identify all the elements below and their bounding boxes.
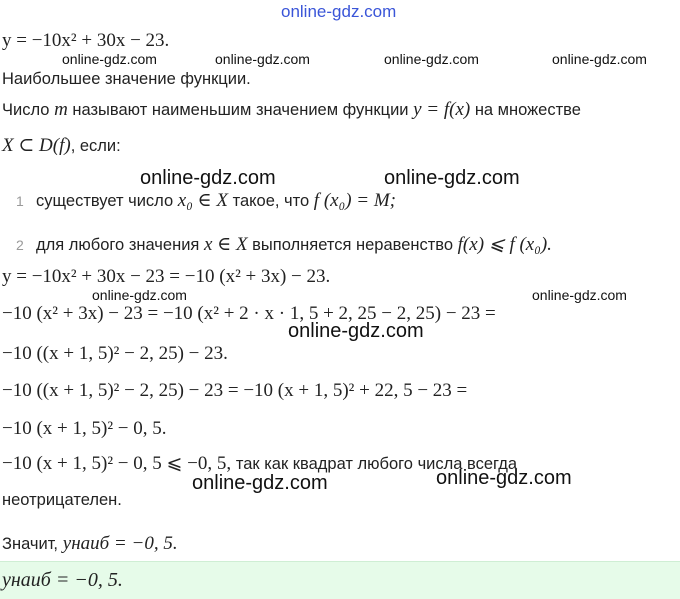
item2-text-2: выполняется неравенство bbox=[252, 236, 454, 254]
conclusion-math: yнаиб = −0, 5. bbox=[62, 533, 178, 554]
calc6-math: −10 (x + 1, 5)² − 0, 5 ⩽ −0, 5, bbox=[2, 453, 232, 474]
list-item-2 bbox=[36, 234, 552, 256]
definition-line-2 bbox=[2, 135, 121, 157]
calc6-text: так как квадрат любого числа всегда bbox=[235, 455, 518, 473]
watermark: online-gdz.com bbox=[62, 51, 157, 67]
watermark: online-gdz.com bbox=[288, 320, 424, 342]
calc-line-4: −10 ((x + 1, 5)² − 2, 25) − 23 = −10 (x + 1, 5)² + 22, 5 − 23 = bbox=[2, 380, 468, 401]
definition-line-1 bbox=[2, 99, 581, 121]
calc-line-5: −10 (x + 1, 5)² − 0, 5. bbox=[2, 418, 167, 439]
def-func: y = f(x) bbox=[413, 99, 471, 120]
section-heading: Наибольшее значение функции. bbox=[2, 70, 251, 88]
calc-line-6 bbox=[2, 453, 517, 475]
answer-box bbox=[0, 561, 680, 599]
calc-line-3: −10 ((x + 1, 5)² − 2, 25) − 23. bbox=[2, 343, 228, 364]
item2-math: x ∈ X bbox=[203, 234, 248, 255]
list-number-2: 2 bbox=[16, 237, 24, 253]
watermark: online-gdz.com bbox=[384, 167, 520, 189]
item1-text: существует число bbox=[36, 192, 174, 210]
list-number-1: 1 bbox=[16, 193, 24, 209]
calc-line-7: неотрицателен. bbox=[2, 491, 122, 509]
item2-math-2: f(x) ⩽ f (x₀). bbox=[457, 234, 552, 255]
function-equation: y = −10x² + 30x − 23. bbox=[2, 30, 170, 51]
calc-line-2: −10 (x² + 3x) − 23 = −10 (x² + 2 · x · 1, 5 + 2, 25 − 2, 25) − 23 = bbox=[2, 303, 496, 324]
watermark: online-gdz.com bbox=[384, 51, 479, 67]
item1-math-2: f (x₀) = M; bbox=[313, 190, 396, 211]
def-m: m bbox=[54, 99, 68, 120]
def-text-1: Число bbox=[2, 101, 50, 119]
item1-math: x₀ ∈ X bbox=[177, 190, 228, 211]
def-text-4: , если: bbox=[70, 137, 121, 155]
list-item-1 bbox=[36, 190, 396, 212]
conclusion bbox=[2, 533, 178, 555]
def-set: X ⊂ D(f) bbox=[2, 135, 71, 156]
watermark: online-gdz.com bbox=[532, 287, 627, 303]
watermark: online-gdz.com bbox=[215, 51, 310, 67]
answer: yнаиб = −0, 5. bbox=[2, 569, 123, 591]
watermark: online-gdz.com bbox=[92, 287, 187, 303]
item2-text: для любого значения bbox=[36, 236, 200, 254]
watermark: online-gdz.com bbox=[552, 51, 647, 67]
def-text-2: называют наименьшим значением функции bbox=[72, 101, 409, 119]
watermark-top: online-gdz.com bbox=[281, 2, 397, 21]
watermark: online-gdz.com bbox=[140, 167, 276, 189]
calc-line-1: y = −10x² + 30x − 23 = −10 (x² + 3x) − 23. bbox=[2, 266, 331, 287]
conclusion-text: Значит, bbox=[2, 535, 59, 553]
def-text-3: на множестве bbox=[474, 101, 581, 119]
watermark: online-gdz.com bbox=[192, 472, 328, 494]
item1-text-2: такое, что bbox=[232, 192, 310, 210]
watermark: online-gdz.com bbox=[436, 467, 572, 489]
